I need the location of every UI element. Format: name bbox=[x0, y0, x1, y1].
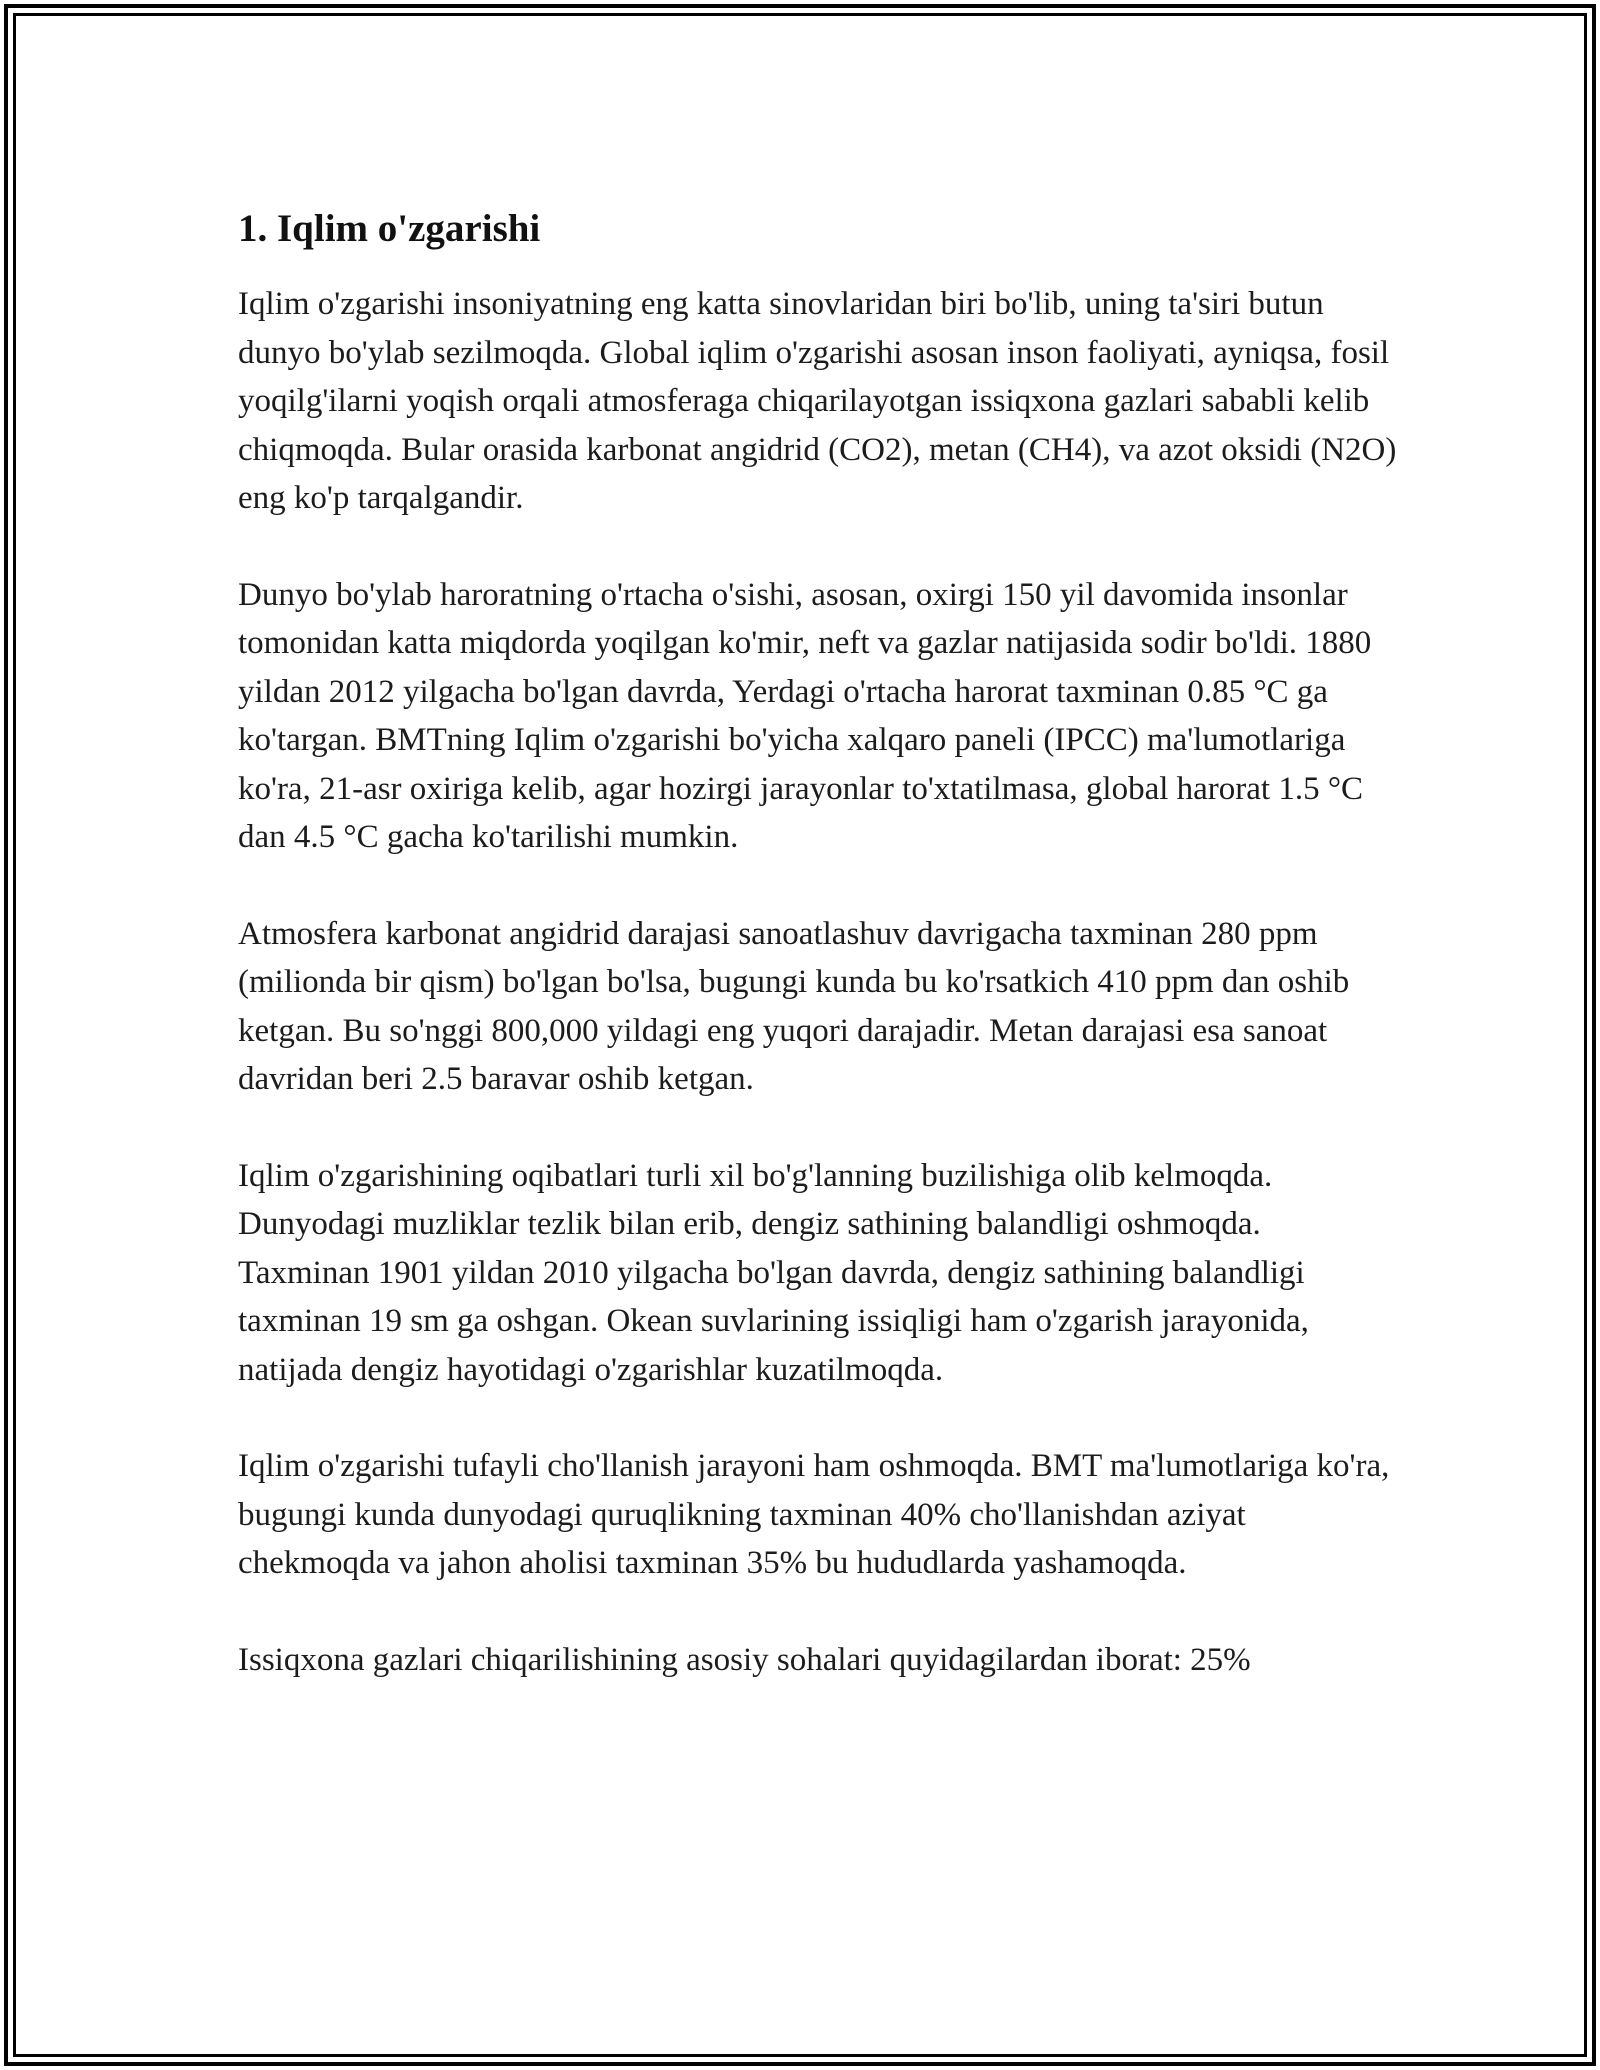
page-border-outer bbox=[4, 4, 1596, 2066]
paragraph-intro: Iqlim o'zgarishi insoniyatning eng katta sinovlaridan biri bo'lib, uning ta'siri butun dunyo bo'ylab sezilmoqda. Global iqlim o'zgarishi asosan inson faoliyati, ayniqsa, fosil yoqilg'ilarni yoqish orqali atmosferaga chiqarilayotgan issiqxona gazlari sababli kelib chiqmoqda. Bular orasida karbonat angidrid (CO2), metan (CH4), va azot oksidi (N2O) eng ko'p tarqalgandir. bbox=[238, 286, 1397, 516]
paragraph-temperature: Dunyo bo'ylab haroratning o'rtacha o'sishi, asosan, oxirgi 150 yil davomida insonlar tomonidan katta miqdorda yoqilgan ko'mir, neft va gazlar natijasida sodir bo'ldi. 1880 yildan 2012 yilgacha bo'lgan davrda, Yerdagi o'rtacha harorat taxminan 0.85 °C ga ko'targan. BMTning Iqlim o'zgarishi bo'yicha xalqaro paneli (IPCC) ma'lumotlariga ko'ra, 21-asr oxiriga kelib, agar hozirgi jarayonlar to'xtatilmasa, global harorat 1.5 °C dan 4.5 °C gacha ko'tarilishi mumkin. bbox=[238, 576, 1372, 855]
document-body bbox=[238, 197, 1398, 1684]
paragraph-desertification: Iqlim o'zgarishi tufayli cho'llanish jarayoni ham oshmoqda. BMT ma'lumotlariga ko'ra, bugungi kunda dunyodagi quruqlikning taxminan 40% cho'llanishdan aziyat chekmoqda va jahon aholisi taxminan 35% bu hududlarda yashamoqda. bbox=[238, 1448, 1390, 1581]
paragraph-consequences: Iqlim o'zgarishining oqibatlari turli xil bo'g'lanning buzilishiga olib kelmoqda. Dunyodagi muzliklar tezlik bilan erib, dengiz sathining balandligi oshmoqda. Taxminan 1901 yildan 2010 yilgacha bo'lgan davrda, dengiz sathining balandligi taxminan 19 sm ga oshgan. Okean suvlarining issiqligi ham o'zgarish jarayonida, natijada dengiz hayotidagi o'zgarishlar kuzatilmoqda. bbox=[238, 1157, 1309, 1388]
paragraph-co2-levels: Atmosfera karbonat angidrid darajasi sanoatlashuv davrigacha taxminan 280 ppm (milionda bir qism) bo'lgan bo'lsa, bugungi kunda bu ko'rsatkich 410 ppm dan oshib ketgan. Bu so'nggi 800,000 yildagi eng yuqori darajadir. Metan darajasi esa sanoat davridan beri 2.5 baravar oshib ketgan. bbox=[238, 915, 1350, 1097]
paragraph-emission-sources: Issiqxona gazlari chiqarilishining asosiy sohalari quyidagilardan iborat: 25% bbox=[238, 1641, 1251, 1678]
section-heading: 1. Iqlim o'zgarishi bbox=[238, 207, 541, 250]
page-border-inner bbox=[13, 13, 1587, 2057]
